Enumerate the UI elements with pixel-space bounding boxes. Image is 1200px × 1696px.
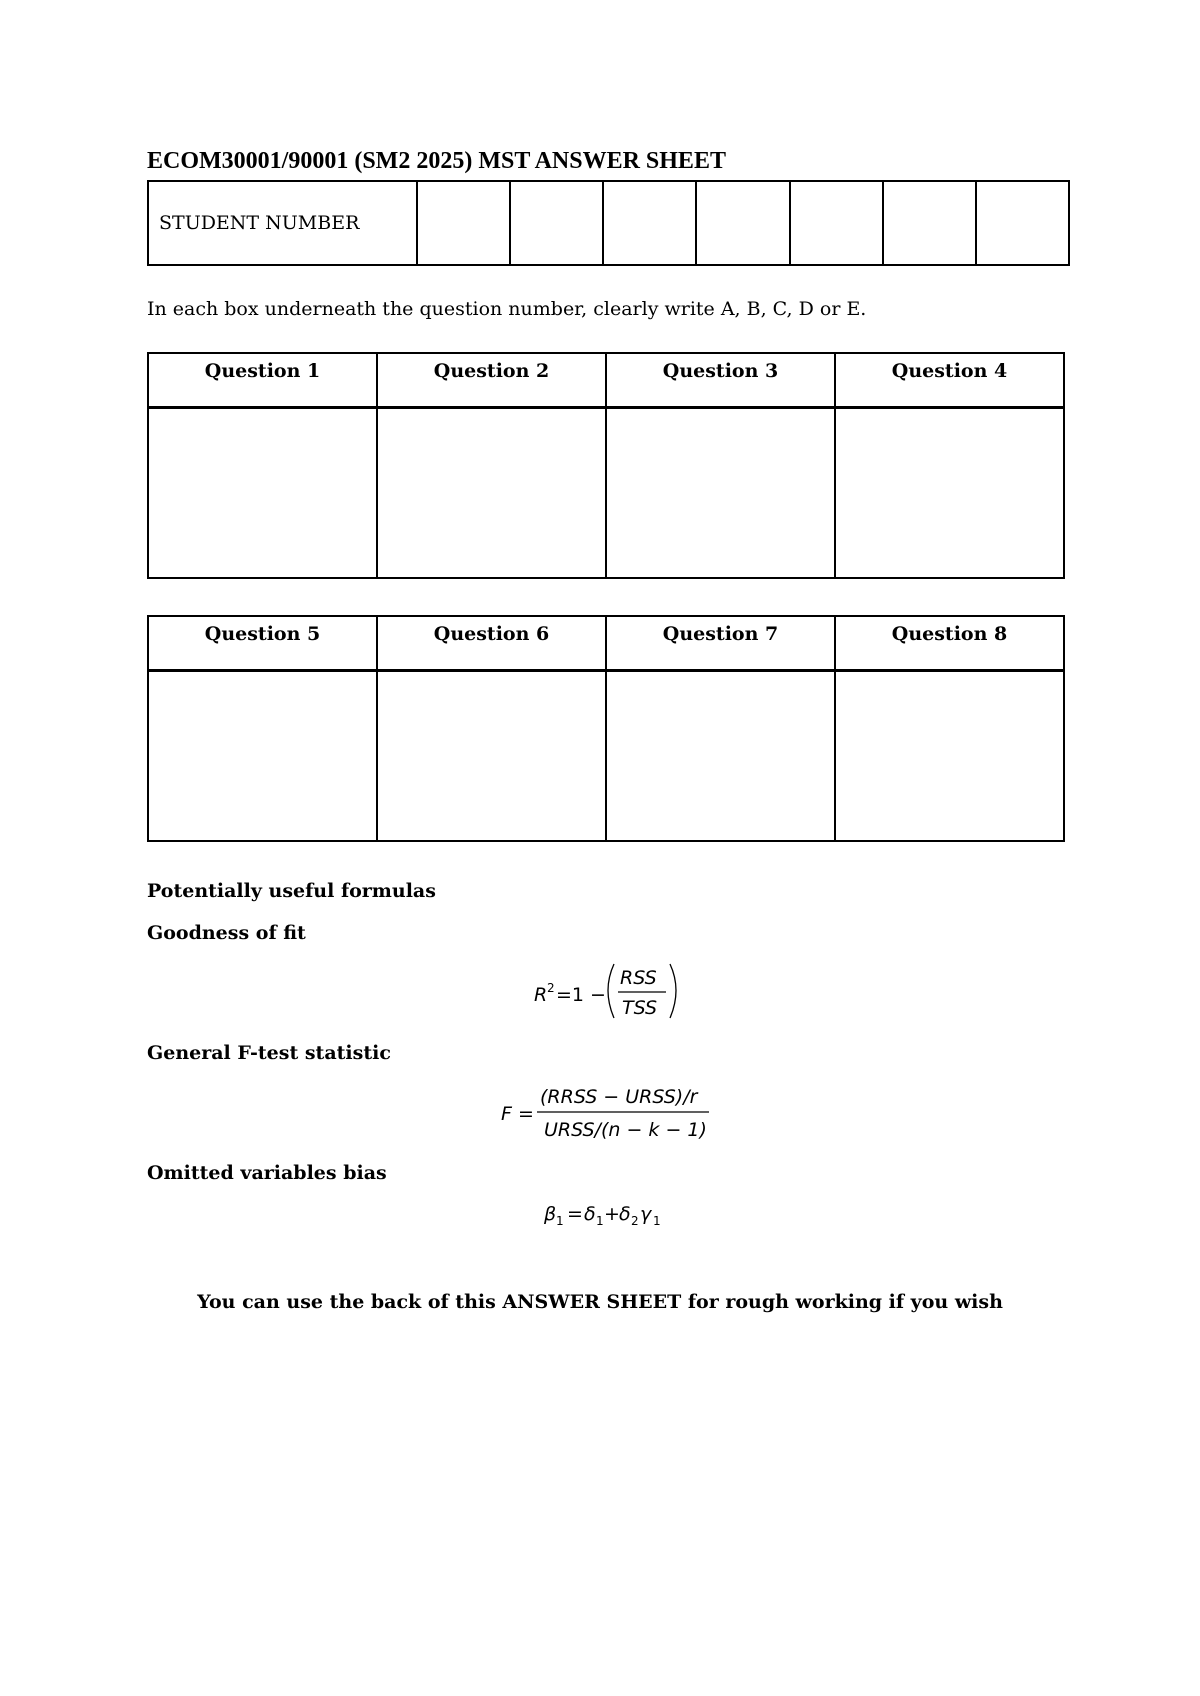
tss-denominator: TSS	[622, 997, 658, 1019]
r-squared-exponent: 2	[547, 981, 555, 995]
beta-symbol: β	[544, 1203, 557, 1225]
right-paren	[670, 964, 676, 1018]
question-header: Question 5	[148, 616, 377, 670]
page-title: ECOM30001/90001 (SM2 2025) MST ANSWER SHEET	[147, 148, 726, 174]
rss-numerator: RSS	[620, 967, 657, 989]
f-test-heading: General F-test statistic	[147, 1042, 391, 1064]
left-paren	[608, 964, 614, 1018]
question-header: Question 7	[606, 616, 835, 670]
goodness-of-fit-heading: Goodness of fit	[147, 922, 306, 944]
omitted-variables-formula	[540, 1196, 680, 1236]
formulas-section-heading: Potentially useful formulas	[147, 880, 436, 902]
question-header: Question 8	[835, 616, 1064, 670]
student-number-digit-box[interactable]	[417, 181, 510, 265]
student-number-digit-box[interactable]	[790, 181, 883, 265]
student-number-label: STUDENT NUMBER	[148, 181, 417, 265]
student-number-digit-box[interactable]	[696, 181, 789, 265]
question-header: Question 4	[835, 353, 1064, 407]
r-squared-symbol: R	[534, 984, 548, 1006]
answer-table-questions-1-4	[147, 352, 1065, 579]
student-number-table	[147, 180, 1070, 266]
f-test-denominator: URSS/(n − k − 1)	[544, 1119, 707, 1141]
answer-box-question-6[interactable]	[377, 670, 606, 841]
answer-box-question-2[interactable]	[377, 407, 606, 578]
answer-table-questions-5-8	[147, 615, 1065, 842]
student-number-digit-box[interactable]	[510, 181, 603, 265]
plus-sign: +	[604, 1203, 620, 1225]
student-number-digit-box[interactable]	[603, 181, 696, 265]
question-header: Question 6	[377, 616, 606, 670]
equals-one-minus: =1 −	[556, 984, 606, 1006]
student-number-digit-box[interactable]	[883, 181, 976, 265]
f-symbol: F =	[501, 1103, 534, 1125]
subscript: 2	[631, 1214, 639, 1228]
answer-box-question-5[interactable]	[148, 670, 377, 841]
question-header: Question 3	[606, 353, 835, 407]
delta-symbol: δ	[619, 1203, 631, 1225]
f-test-formula	[497, 1078, 727, 1148]
delta-symbol: δ	[584, 1203, 596, 1225]
answer-box-question-3[interactable]	[606, 407, 835, 578]
f-test-numerator: (RRSS − URSS)/r	[540, 1086, 698, 1108]
gamma-symbol: γ	[640, 1203, 652, 1225]
answer-box-question-4[interactable]	[835, 407, 1064, 578]
instructions-text: In each box underneath the question number, clearly write A, B, C, D or E.	[147, 298, 867, 320]
answer-box-question-8[interactable]	[835, 670, 1064, 841]
question-header: Question 2	[377, 353, 606, 407]
equals-sign: =	[567, 1203, 583, 1225]
omitted-variables-heading: Omitted variables bias	[147, 1162, 387, 1184]
question-header: Question 1	[148, 353, 377, 407]
student-number-digit-box[interactable]	[976, 181, 1069, 265]
footer-note: You can use the back of this ANSWER SHEET for rough working if you wish	[197, 1291, 1003, 1313]
answer-box-question-1[interactable]	[148, 407, 377, 578]
subscript: 1	[653, 1214, 661, 1228]
subscript: 1	[556, 1214, 564, 1228]
goodness-of-fit-formula	[530, 960, 690, 1026]
answer-box-question-7[interactable]	[606, 670, 835, 841]
subscript: 1	[596, 1214, 604, 1228]
